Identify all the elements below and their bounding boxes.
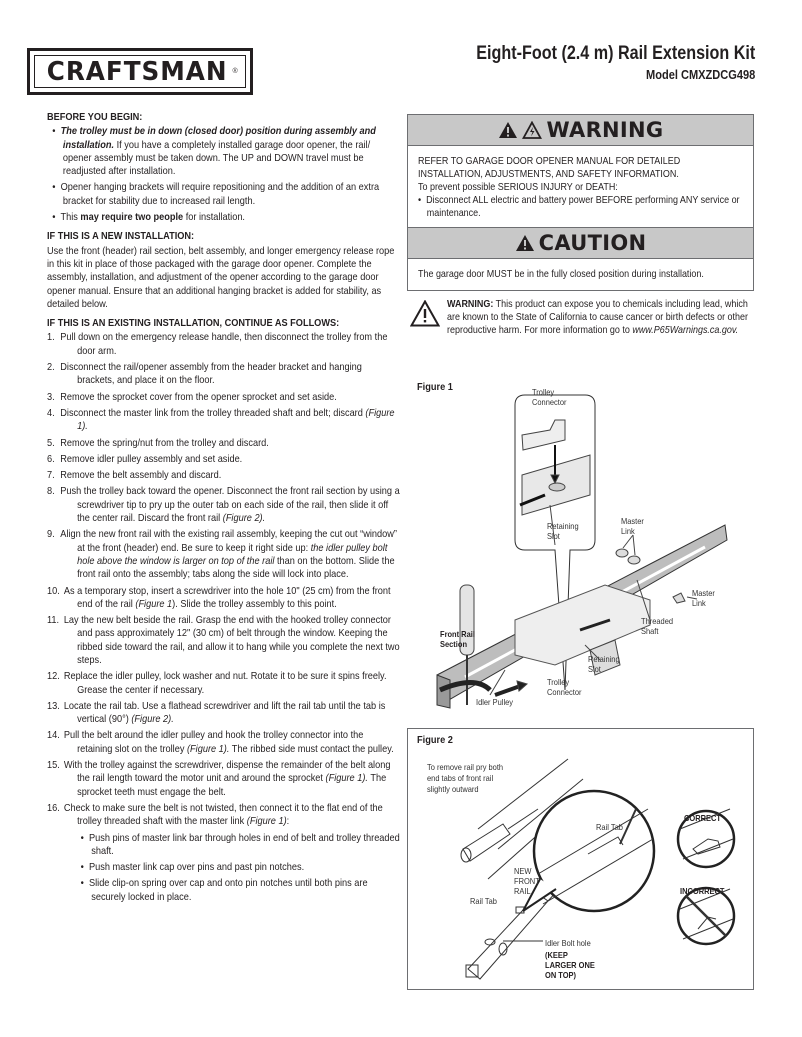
label-keep-larger [545,950,598,980]
label-master-link-2 [692,588,718,608]
prop65-text-block [447,298,751,337]
step-2: 2. Disconnect the rail/opener assembly from the header bracket and hanging brackets, and place it on the floor. [47,362,362,387]
before-bullet-3-pre: This [60,212,81,224]
before-bullet-2-text: Opener hanging brackets will require repositioning and the addition of an extra bracket for stability due to increased rail length. [60,182,380,207]
label-text: Trolley Connector [547,677,582,697]
label-rail-tab: Rail Tab [470,896,497,906]
step-10: 10. As a temporary stop, insert a screwdriver into the hole 10" (25 cm) from the front end of the rail (Figure 1). Slide the trolley assembly to this point. [47,585,391,610]
step-text: Disconnect the rail/opener assembly from the header bracket and hanging brackets, and place it on the floor. [60,362,362,387]
step-text: Push the trolley back toward the opener. Disconnect the front rail section by using a screwdriver tip to pry up the outer tab on each side of the rail, then slide it off the center rail. Discard the front rail [60,486,400,525]
sub-text: Push pins of master link bar through holes in end of belt and trolley threaded shaft. [88,832,400,857]
new-install-heading: IF THIS IS A NEW INSTALLATION: [47,231,195,243]
warning-line-1: REFER TO GARAGE DOOR OPENER MANUAL FOR DETAILED INSTALLATION, ADJUSTMENTS, AND SAFETY INFORMATION. [418,156,681,180]
document-title-block [427,43,755,82]
figure-2-title: Figure 2 [417,734,453,746]
step-text: Remove the sprocket cover from the opener sprocket and set aside. [60,391,337,403]
prop65-label: WARNING: [447,299,494,310]
step-5: 5. Remove the spring/nut from the trolley and discard. [47,437,269,449]
label-incorrect: INCORRECT [680,886,725,896]
caution-header [408,227,753,259]
warning-box [407,114,754,291]
step-16-sub-1: • Push pins of master link bar through holes in end of belt and trolley threaded shaft. [80,832,400,857]
step-16-sub-3: • Slide clip-on spring over cap and onto pin notches until both pins are securely locked in place. [80,878,368,903]
step-text: Remove idler pulley assembly and set aside. [60,453,243,465]
step-text: With the trolley against the screwdriver, dispense the remainder of the belt along the rail length toward the motor unit and around the sprocket [63,760,391,785]
label-text: (KEEP LARGER ONE ON TOP) [545,950,595,980]
label-retaining-slot-top [547,521,582,541]
label-text: NEW FRONT RAIL [514,866,540,896]
label-text: To remove rail pry both end tabs of front rail slightly outward [427,762,504,794]
label-text: Retaining Slot [588,654,620,674]
step-text: The ribbed side must contact the pulley. [229,743,394,755]
step-text: : [286,816,290,828]
figure-ref: (Figure 1). [325,773,368,785]
step-text: Remove the belt assembly and discard. [60,470,222,482]
step-text: ). Slide the trolley assembly to this point. [172,598,337,610]
label-text: Front Rail Section [440,629,475,649]
logo-text: CRAFTSMAN [47,56,228,87]
warning-bullet: • Disconnect ALL electric and battery power BEFORE performing ANY service or maintenance. [418,195,740,219]
sub-text: Push master link cap over pins and past pin notches. [88,862,305,874]
warning-line-2: To prevent possible SERIOUS INJURY or DEATH: [418,182,618,193]
sub-text: Slide clip-on spring over cap and onto pin notches until both pins are securely locked in place. [88,878,368,903]
figure-ref: (Figure 2). [131,714,174,726]
new-install-text: Use the front (header) rail section, belt assembly, and longer emergency release rope in this kit in place of those packaged with the garage door opener. Complete the assembly, installation, and adjustment of the opener according to the garage door opener manual. Ensure that an additional hanging bracket is added for stability, as detailed below. [47,245,395,310]
caution-body [408,259,753,290]
step-text: Remove the spring/nut from the trolley and discard. [60,437,269,449]
step-16: 16. Check to make sure the belt is not twisted, then connect it to the flat end of the trolley threaded shaft with the master link (Figure 1): [47,802,383,828]
label-text: Threaded Shaft [641,616,674,636]
caution-hazard-icon [515,234,535,252]
step-4: 4. Disconnect the master link from the trolley threaded shaft and belt; discard (Figure 1). [47,407,395,433]
step-11: 11. Lay the new belt beside the rail. Grasp the end with the hooked trolley connector and pass approximately 12" (30 cm) of belt through the window. Keeping the ribbed side toward the rail, and allow it to hang while you complete the next two steps. [47,615,400,666]
warning-title: WARNING [546,118,664,142]
step-text: The sprocket teeth must engage the belt. [77,773,387,798]
before-bullet-3-bold: may require two people [80,212,184,224]
registered-mark: ® [232,68,238,75]
step-text: than on the bottom. Slide the front rail onto the assembly; tabs along the side will lock into place. [77,555,395,581]
step-3: 3. Remove the sprocket cover from the opener sprocket and set aside. [47,391,337,403]
craftsman-logo [27,48,253,95]
step-emphasis: the idler pulley bolt hole above the window is larger on top of the rail [77,542,388,567]
step-8: 8. Push the trolley back toward the opener. Disconnect the front rail section by using a screwdriver tip to pry up the outer tab on each side of the rail, then slide it off the center rail. Discard the front rail (Figure 2). [47,486,400,525]
label-front-rail-section [440,629,475,649]
before-heading: BEFORE YOU BEGIN: [47,112,143,123]
label-text: Master Link [621,516,644,536]
prop65-text: This product can expose you to chemicals including lead, which are known to the State of California to cause cancer or birth defects or other reproductive harm. For more information go to [447,299,749,336]
hazard-icon [498,121,518,139]
before-bullet-1-bold: The trolley must be in down (closed door) position during assembly and installation. [60,126,376,151]
step-text: As a temporary stop, insert a screwdriver into the hole 10" (25 cm) from the front end of the rail [63,585,391,610]
label-remove-note [427,762,511,795]
step-text: Check to make sure the belt is not twisted, then connect it to the flat end of the trolley threaded shaft with the master link [63,802,383,828]
figure-1-illustration [405,375,760,715]
caution-text: The garage door MUST be in the fully closed position during installation. [418,269,704,280]
label-master-link-1 [621,516,647,536]
figure-ref: (Figure 1). [77,407,395,433]
label-retaining-slot [588,654,623,674]
step-text: Locate the rail tab. Use a flathead screwdriver and lift the rail tab until the tab is vertical (90°) [63,700,386,726]
before-bullet-3: • This may require two people for installation. [52,212,245,224]
before-bullet-2: • Opener hanging brackets will require repositioning and the addition of an extra bracket for stability due to increased rail length. [52,182,380,207]
step-16-sub-2: • Push master link cap over pins and past pin notches. [80,862,305,874]
electric-hazard-icon [522,121,542,139]
warning-header [408,115,753,146]
model-number: Model CMXZDCG498 [645,67,755,82]
warning-triangle-icon [410,300,440,327]
caution-title: CAUTION [538,231,647,255]
label-text: Trolley Connector [532,387,567,407]
step-text: Replace the idler pulley, lock washer and nut. Rotate it to be sure it spins freely. Grease the center if necessary. [63,671,387,696]
label-idler-bolt-hole: Idler Bolt hole [545,938,591,948]
step-9: 9. Align the new front rail with the existing rail assembly, keeping the cut out “window” at the front (header) end. Be sure to keep it right side up: the idler pulley bolt hole above the window is larger on top of the rail than on the bottom. Slide the front rail onto the assembly; tabs along the side will lock into place. [47,529,397,581]
step-15: 15. With the trolley against the screwdriver, dispense the remainder of the belt along the rail length toward the motor unit and around the sprocket (Figure 1). The sprocket teeth must engage the belt. [47,760,391,798]
before-bullet-3-post: for installation. [183,212,245,224]
figure-ref: (Figure 2). [222,513,266,525]
label-rail-tab-zoom: Rail Tab [596,822,623,832]
before-bullet-1-text: If you have a completely installed garage door opener, the rail/ opener assembly must be taken down. The UP and DOWN travel must be readjusted after installation. [62,139,371,178]
before-bullet-1: • The trolley must be in down (closed door) position during assembly and installation. If you have a completely installed garage door opener, the rail/ opener assembly must be taken down. The UP and DOWN travel must be readjusted after installation. [52,126,376,178]
prop65-link[interactable]: www.P65Warnings.ca.gov. [632,325,739,336]
label-text: Retaining Slot [547,521,579,541]
step-text: Disconnect the master link from the trolley threaded shaft and belt; discard [60,407,366,419]
label-threaded-shaft [641,616,676,636]
step-text: Align the new front rail with the existing rail assembly, keeping the cut out “window” at the front (header) end. Be sure to keep it right side up: [60,529,397,554]
logo-frame [34,55,246,88]
step-6: 6. Remove idler pulley assembly and set aside. [47,453,243,465]
label-idler-pulley: Idler Pulley [476,697,514,707]
figure-ref: (Figure 1) [246,816,287,828]
figure-ref: (Figure 1). [186,743,230,755]
label-new-front-rail [514,866,549,896]
existing-heading: IF THIS IS AN EXISTING INSTALLATION, CONTINUE AS FOLLOWS: [47,318,340,330]
document-title: Eight-Foot (2.4 m) Rail Extension Kit [475,43,755,64]
label-correct: CORRECT [684,813,721,823]
instructions-column [47,111,401,907]
step-7: 7. Remove the belt assembly and discard. [47,470,222,482]
step-text: Pull down on the emergency release handle, then disconnect the trolley from the door arm. [60,332,388,357]
step-text: Pull the belt around the idler pulley and hook the trolley connector into the retaining slot on the trolley [63,730,364,755]
step-12: 12. Replace the idler pulley, lock washer and nut. Rotate it to be sure it spins freely. Grease the center if necessary. [47,671,387,696]
step-text: Lay the new belt beside the rail. Grasp the end with the hooked trolley connector and pass approximately 12" (30 cm) of belt through the window. Keeping the ribbed side toward the rail, and allow it to hang while you complete the next two steps. [63,615,400,666]
label-text: Master Link [692,588,715,608]
figure-1-title: Figure 1 [417,381,453,393]
label-trolley-connector [547,677,582,697]
step-1: 1. Pull down on the emergency release handle, then disconnect the trolley from the door arm. [47,332,388,357]
step-14: 14. Pull the belt around the idler pulley and hook the trolley connector into the retaining slot on the trolley (Figure 1). The ribbed side must contact the pulley. [47,730,394,755]
figure-ref: (Figure 1 [135,598,173,610]
step-13: 13. Locate the rail tab. Use a flathead screwdriver and lift the rail tab until the tab is vertical (90°) (Figure 2). [47,700,386,726]
figure-2-box [407,728,754,990]
warning-body [408,146,753,227]
label-trolley-connector-top [532,387,567,407]
warning-bullet-text: Disconnect ALL electric and battery power BEFORE performing ANY service or maintenance. [426,195,740,219]
